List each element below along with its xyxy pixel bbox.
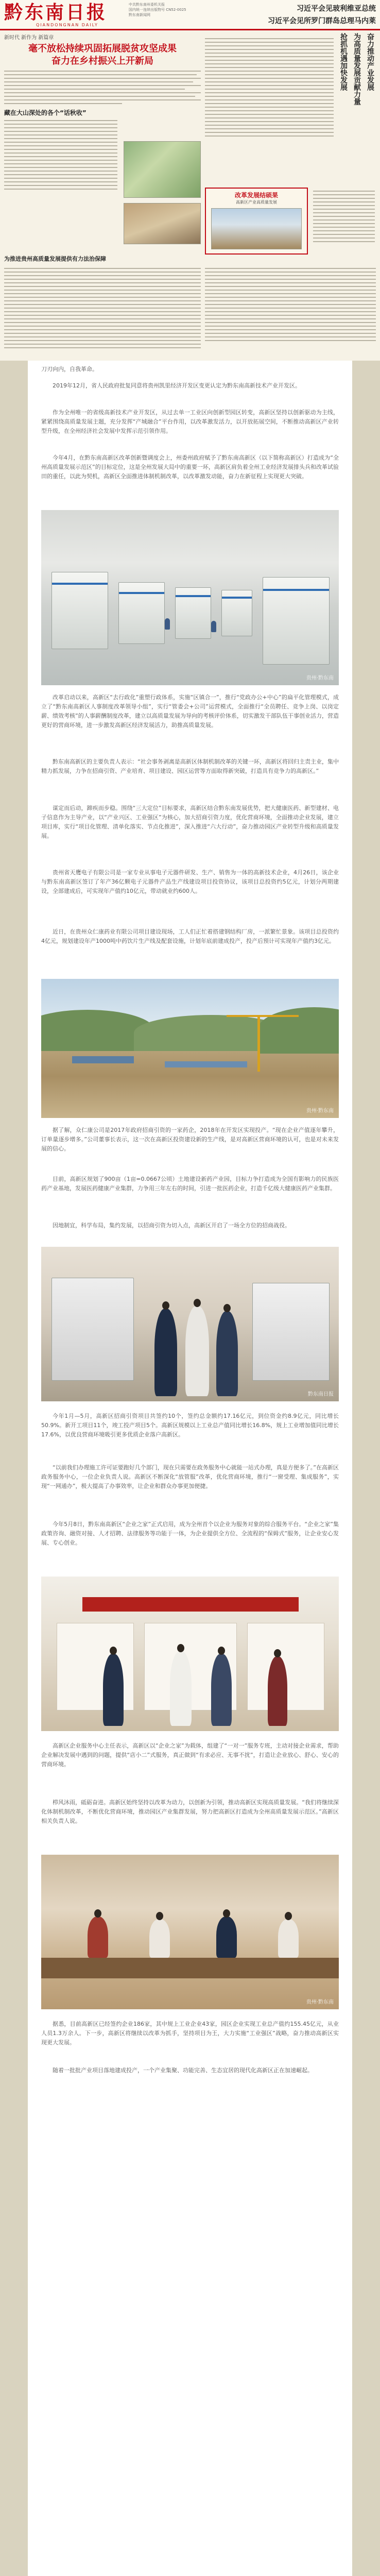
photo-construction-site: [41, 979, 339, 1118]
paragraph: 据了解，众仁康公司是2017年政府招商引资的一家药企，2018年在开发区实现投产。“现在企业产值逐年攀升，订单量逐步增多。”公司董事长表示，这一次在高新区投资建设新的生产线，是对高新区营商环境的认可，也是对未来发展的信心。: [41, 1127, 339, 1152]
photo-watermark: 黔东南日报: [308, 1392, 334, 1397]
bottom-headline[interactable]: 为推进贵州高质量发展提供有力法治保障: [4, 256, 106, 262]
paragraph: 栉风沐雨，砥砺奋进。高新区始终坚持以改革为动力，以创新为引领，推动高新区实现高质量发展。“我们将继续深化体制机制改革，不断优化营商环境，推动园区产业集群发展，努力把高新区打造成为全州高质量发展示范区。”高新区相关负责人说。: [41, 1799, 339, 1824]
lead-headline-line1: 毫不放松持续巩固拓展脱贫攻坚成果: [28, 43, 177, 54]
sub-body-text: [4, 120, 117, 190]
vertical-headline-3[interactable]: 抢抓机遇加快发展: [339, 33, 348, 91]
front-left-column: [4, 33, 201, 359]
paragraph: 据悉，目前高新区已经签约企业186家，其中规上工业企业43家，园区企业实现工业总产值约155.45亿元，从业人员1.3万余人。下一步，高新区将继续以改革为抓手，坚持项目为王，大力实施“工业强区”战略，奋力推动高新区实现更大发展。: [41, 2021, 339, 2046]
article-body: [28, 361, 352, 2576]
newspaper-front-page: [0, 0, 380, 361]
front-right-column: [205, 33, 376, 359]
paragraph: 近日，在贵州众仁康药业有限公司项目建设现场，工人们正忙着搭建钢结构厂房，一派繁忙景象。该项目总投资约4亿元，规划建设年产1000吨中药饮片生产线及配套设施，计划年底前建成投产，投产后预计可实现年产值约3亿元。: [41, 928, 339, 944]
photo-service-hall: [41, 1855, 339, 2009]
paragraph: 刀刃向内，自我革命。: [41, 366, 98, 372]
masthead-title: 黔东南日报: [4, 2, 108, 23]
box-title: 改革发展结硕果: [234, 192, 278, 199]
masthead-divider: [0, 29, 380, 30]
masthead-meta: [129, 2, 221, 18]
right-body-text: [205, 38, 334, 139]
paragraph: 今年4月，在黔东南高新区改革创新暨调度会上，州委州政府赋予了黔东南高新区（以下简称高新区）打造成为“全州高质量发展示范区”的目标定位，这是全州发展大局中的重要一环，高新区肩负着全州工业经济发展排头兵和改革试验田的重任，以此为契机，高新区全面推进体制机制改革，以改革激发动能，奋力在新征程上实现更大突破。: [41, 454, 339, 480]
paragraph: 贵州省天鹰电子有限公司是一家专业从事电子元器件研发、生产、销售为一体的高新技术企业，4月26日，该企业与黔东南高新区签订了年产36亿颗电子元器件产品生产线建设项目投资协议，该项目总投资约5亿元，计划分两期建设，全部建成后，可实现年产值约10亿元，带动就业约600人。: [41, 869, 339, 894]
box-subtitle: 高新区产业高质量发展: [236, 200, 277, 205]
masthead: [0, 0, 380, 29]
vertical-headline-1[interactable]: 奋力推动产业发展: [366, 33, 374, 91]
front-photo-village: [124, 203, 201, 244]
highlighted-story-box[interactable]: [205, 188, 308, 255]
paragraph: 2019年12月，省人民政府批复同意将贵州凯里经济开发区变更认定为黔东南高新技术产业开发区。: [53, 382, 301, 389]
paragraph: 今年5月8日，黔东南高新区“企业之家”正式启用，成为全州首个以企业为服务对象的综合服务平台。“企业之家”集政策咨询、融资对接、人才招聘、法律服务等功能于一体，为企业提供全方位、全流程的“保姆式”服务，让企业安心发展、专心创业。: [41, 1521, 339, 1546]
paragraph: 作为全州唯一的省级高新技术产业开发区，从过去单一工业区向创新型园区转变，高新区坚持以创新驱动为主线，紧紧围绕高质量发展主题，充分发挥“产城融合”平台作用，以改革激发活力，以开放拓展空间，不断推动高新区产业转型升级，在全州经济社会发展中发挥示范引领作用。: [41, 409, 339, 434]
photo-inspection-visit: [41, 1247, 339, 1401]
paragraph: “以前我们办理施工许可证要跑好几个部门，现在只需要在政务服务中心就能一站式办理，真是方便多了。”在高新区政务服务中心，一位企业负责人说。高新区不断深化“放管服”改革，优化营商环境，推行“一窗受理、集成服务”，实现“一网通办”，极大提高了办事效率，让企业和群众办事更加便捷。: [41, 1464, 339, 1489]
vertical-headline-2[interactable]: 为高质量发展贡献力量: [353, 33, 361, 105]
right-bottom-text: [205, 268, 376, 344]
paragraph: 因地制宜，科学布局，集约发展，以招商引资为切入点，高新区开启了一场全方位的招商战役。: [53, 1222, 290, 1229]
top-headline-2[interactable]: 习近平会见所罗门群岛总理马内莱: [268, 17, 376, 25]
paragraph: 高新区企业服务中心主任表示，高新区以“企业之家”为载体，组建了“一对一”服务专班，主动对接企业需求，帮助企业解决发展中遇到的问题，提供“店小二”式服务，真正做到“有求必应、无事不扰”，打造让企业放心、舒心、安心的营商环境。: [41, 1742, 339, 1768]
paragraph: 黔东南高新区的主要负责人表示：“社会事务剥离是高新区体制机制改革的关键一环，高新区将回归主责主业，集中精力抓发展，力争在招商引资、产业培育、项目建设、园区运营等方面取得新突破，打造具有竞争力的高新区。”: [41, 758, 339, 774]
photo-enterprise-home: [41, 1577, 339, 1731]
front-photo-harvest: [124, 141, 201, 198]
right-lower-text: [313, 191, 375, 245]
photo-watermark: 贵州·黔东南: [306, 1108, 334, 1114]
photo-watermark: 贵州·黔东南: [306, 1999, 334, 2005]
meta-line: 黔东南新闻网: [129, 13, 150, 17]
box-photo: [211, 208, 302, 249]
paragraph: 谋定而后动，蹄疾而步稳。围绕“三大定位”目标要求，高新区结合黔东南发展优势，把大健康医药、新型建材、电子信息作为主导产业，以“产业兴区、工业强区”为核心，加大招商引资力度，优化营商环境，全面推动企业发展，建立项目库，实行“项目化管理、清单化落实、节点化推进”，深入推进“六大行动”，奋力推动园区产业转型升级和高质量发展。: [41, 805, 339, 839]
meta-line: 国内统一连续出版物号 CN52-0025: [129, 8, 186, 12]
photo-factory-floor: [41, 510, 339, 685]
masthead-pinyin: QIANDONGNAN DAILY: [36, 23, 98, 27]
lead-headline-line2: 奋力在乡村振兴上开新局: [51, 56, 153, 66]
meta-line: 中共黔东南州委机关报: [129, 3, 165, 7]
bottom-body-text: [4, 268, 201, 351]
paragraph: 目前，高新区规划了900亩（1亩=0.0667公顷）土地建设新药产业园，目标力争打造成为全国有影响力的民族医药产业基地，发展医药健康产业集群，力争用三年左右的时间，引进一批医药企业，打造千亿级大健康医药产业集群。: [41, 1176, 339, 1192]
paragraph: 今年1月—5月，高新区招商引资项目共签约10个，签约总金额约17.16亿元，到位资金约8.9亿元，同比增长50.9%。新开工项目11个，竣工投产项目5个。高新区规模以上工业总产值同比增长16.8%，规上工业增加值同比增长17.6%，以优良营商环境吸引更多优质企业落户高新区。: [41, 1413, 339, 1438]
paragraph: 改革启动以来，高新区“去行政化”重塑行政体系，实施“区镇合一”，推行“党政办公+中心”的扁平化管理模式，成立了“黔东南高新区人事制度改革领导小组”，实行“管委会+公司”运营模式，全面推行“全员聘任、竞争上岗、以岗定薪、绩效考核”的人事薪酬制度改革，建立以高质量发展为导向的考核评价体系，切实激发干部队伍干事创业活力，营造更好的营商环境，进一步激发高新区经济发展活力，助推高质量发展。: [41, 694, 339, 728]
top-headline-1[interactable]: 习近平会见玻利维亚总统: [297, 5, 376, 13]
lead-kicker: 新时代 新作为 新篇章: [4, 35, 54, 41]
sub-headline[interactable]: 藏在大山深处的各个“话秋收”: [4, 109, 87, 116]
lead-headline[interactable]: [4, 43, 201, 67]
paragraph: 随着一批批产业项目落地建成投产，一个产业集聚、功能完善、生态宜居的现代化高新区正在加速崛起。: [53, 2067, 313, 2074]
photo-watermark: 贵州·黔东南: [306, 675, 334, 681]
lead-body-text: [4, 71, 201, 104]
